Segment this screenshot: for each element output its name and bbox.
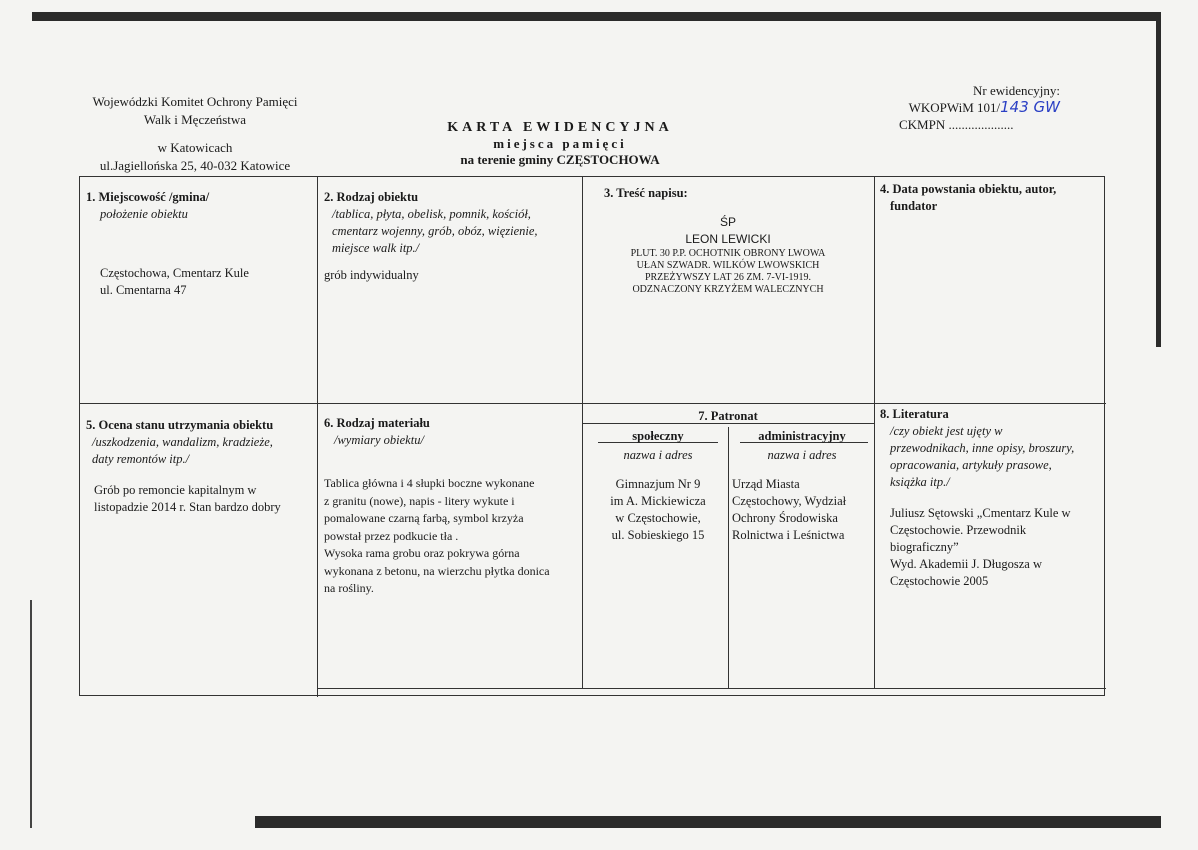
section-5-sub-2: daty remontów itp./ <box>92 452 190 466</box>
spoleczny-line: w Częstochowie, <box>615 511 701 525</box>
section-1-sub: położenie obiektu <box>100 207 188 221</box>
document-subtitle-gmina: na terenie gminy CZĘSTOCHOWA <box>460 152 660 167</box>
scan-border-right <box>1156 12 1161 347</box>
section-8 <box>880 406 1102 590</box>
org-name-line1: Wojewódzki Komitet Ochrony Pamięci <box>92 94 298 109</box>
row-divider <box>80 403 1106 404</box>
literature-line: Częstochowie 2005 <box>890 574 989 588</box>
material-line: Tablica główna i 4 słupki boczne wykonane <box>324 476 535 490</box>
literature-line: Wyd. Akademii J. Długosza w <box>890 557 1043 571</box>
spoleczny-sub: nazwa i adres <box>623 448 693 462</box>
section-3-heading: 3. Treść napisu: <box>604 186 688 200</box>
section-4-heading-1: 4. Data powstania obiektu, autor, <box>880 182 1057 196</box>
section-8-sub: przewodnikach, inne opisy, broszury, <box>890 441 1075 455</box>
material-line: z granitu (nowe), napis - litery wykute i <box>324 493 515 508</box>
material-line: pomalowane czarną farbą, symbol krzyża <box>324 511 524 525</box>
literature-line: Juliusz Sętowski „Cmentarz Kule w <box>890 506 1071 520</box>
section-2-sub-1: /tablica, płyta, obelisk, pomnik, kościół, <box>332 207 531 221</box>
scan-border-left <box>30 600 32 828</box>
patronat-spoleczny <box>588 428 728 544</box>
organization-block <box>80 93 310 175</box>
material-line: Wysoka rama grobu oraz pokrywa górna <box>324 546 520 560</box>
ckmpn-field: CKMPN .................... <box>899 117 1014 132</box>
material-line: powstał przez podkucie tła . <box>324 528 459 543</box>
section-5-sub-1: /uszkodzenia, wandalizm, kradzieże, <box>92 435 273 449</box>
org-city: w Katowicach <box>157 140 233 155</box>
scan-border-bottom <box>255 816 1161 828</box>
literature-line: Częstochowie. Przewodnik <box>890 523 1027 537</box>
evidence-number <box>880 99 1060 116</box>
patronat-divider <box>728 427 729 689</box>
administracyjny-sub: nazwa i adres <box>767 448 837 462</box>
col-divider-1 <box>317 177 318 697</box>
evidence-label: Nr ewidencyjny: <box>972 83 1060 98</box>
administracyjny-line: Urząd Miasta <box>732 477 800 491</box>
section-4 <box>880 181 1102 215</box>
section-8-heading: 8. Literatura <box>880 407 949 421</box>
section-6-description <box>324 475 579 598</box>
section-6-heading: 6. Rodzaj materiału <box>324 416 430 430</box>
section-2-value: grób indywidualny <box>324 268 419 282</box>
material-line: wykonana z betonu, na wierzchu płytka donica <box>324 563 550 578</box>
section-8-sub: opracowania, artykuły prasowe, <box>890 458 1052 472</box>
administracyjny-line: Rolnictwa i Leśnictwa <box>732 528 845 542</box>
document-subtitle: miejsca pamięci <box>493 136 627 151</box>
inscription-line-3: PLUT. 30 P.P. OCHOTNIK OBRONY LWOWA <box>630 248 826 259</box>
literature-line: biograficzny” <box>890 540 959 554</box>
section-1-street: ul. Cmentarna 47 <box>100 283 187 297</box>
col-divider-3 <box>874 177 875 689</box>
org-address: ul.Jagiellońska 25, 40-032 Katowice <box>99 158 291 173</box>
section-8-sub: /czy obiekt jest ujęty w <box>890 424 1003 438</box>
administracyjny-line: Częstochowy, Wydział <box>732 494 847 508</box>
bottom-inner-line <box>317 688 1106 689</box>
spoleczny-heading: społeczny <box>632 429 684 443</box>
section-2-sub-3: miejsce walk itp./ <box>332 241 420 255</box>
section-2-sub-2: cmentarz wojenny, grób, obóz, więzienie, <box>332 224 538 238</box>
section-3 <box>588 185 868 296</box>
section-4-heading-2: fundator <box>890 199 938 213</box>
scan-border-top <box>32 12 1157 21</box>
spoleczny-line: im A. Mickiewicza <box>610 494 706 508</box>
administracyjny-heading: administracyjny <box>758 429 846 443</box>
section-2-heading: 2. Rodzaj obiektu <box>324 190 419 204</box>
org-name-line2: Walk i Męczeństwa <box>143 112 247 127</box>
section-1-location: Częstochowa, Cmentarz Kule <box>100 266 249 280</box>
section-6-sub: /wymiary obiektu/ <box>334 433 424 447</box>
evidence-number-block <box>880 82 1060 133</box>
section-6 <box>324 415 579 598</box>
material-line: na rośliny. <box>324 581 374 595</box>
section-5-value-1: Grób po remoncie kapitalnym w <box>94 483 257 497</box>
col-divider-2 <box>582 177 583 689</box>
spoleczny-line: Gimnazjum Nr 9 <box>615 477 701 491</box>
inscription-line-4: UŁAN SZWADR. WILKÓW LWOWSKICH <box>636 260 820 271</box>
evidence-handwritten: 143 GW <box>1000 98 1060 116</box>
inscription-line-5: PRZEŻYWSZY LAT 26 ZM. 7-VI-1919. <box>644 272 812 283</box>
inscription-line-6: ODZNACZONY KRZYŻEM WALECZNYCH <box>632 284 824 295</box>
inscription-sp: ŚP <box>719 215 736 229</box>
document-title-block <box>400 120 720 168</box>
section-5-heading: 5. Ocena stanu utrzymania obiektu <box>86 418 274 432</box>
section-5 <box>86 417 311 516</box>
record-table <box>79 176 1105 696</box>
section-1-heading: 1. Miejscowość /gmina/ <box>86 190 210 204</box>
spoleczny-line: ul. Sobieskiego 15 <box>611 528 705 542</box>
administracyjny-line: Ochrony Środowiska <box>732 511 838 525</box>
evidence-code: WKOPWiM 101/ <box>908 100 1001 115</box>
section-7-heading: 7. Patronat <box>698 409 758 423</box>
section-5-value-2: listopadzie 2014 r. Stan bardzo dobry <box>94 500 281 514</box>
section-8-sub: książka itp./ <box>890 475 950 489</box>
section-2 <box>324 189 576 284</box>
document-title: KARTA EWIDENCYJNA <box>447 120 673 135</box>
inscription-name: LEON LEWICKI <box>685 232 771 246</box>
patronat-administracyjny <box>732 428 872 544</box>
section-1 <box>86 189 311 299</box>
